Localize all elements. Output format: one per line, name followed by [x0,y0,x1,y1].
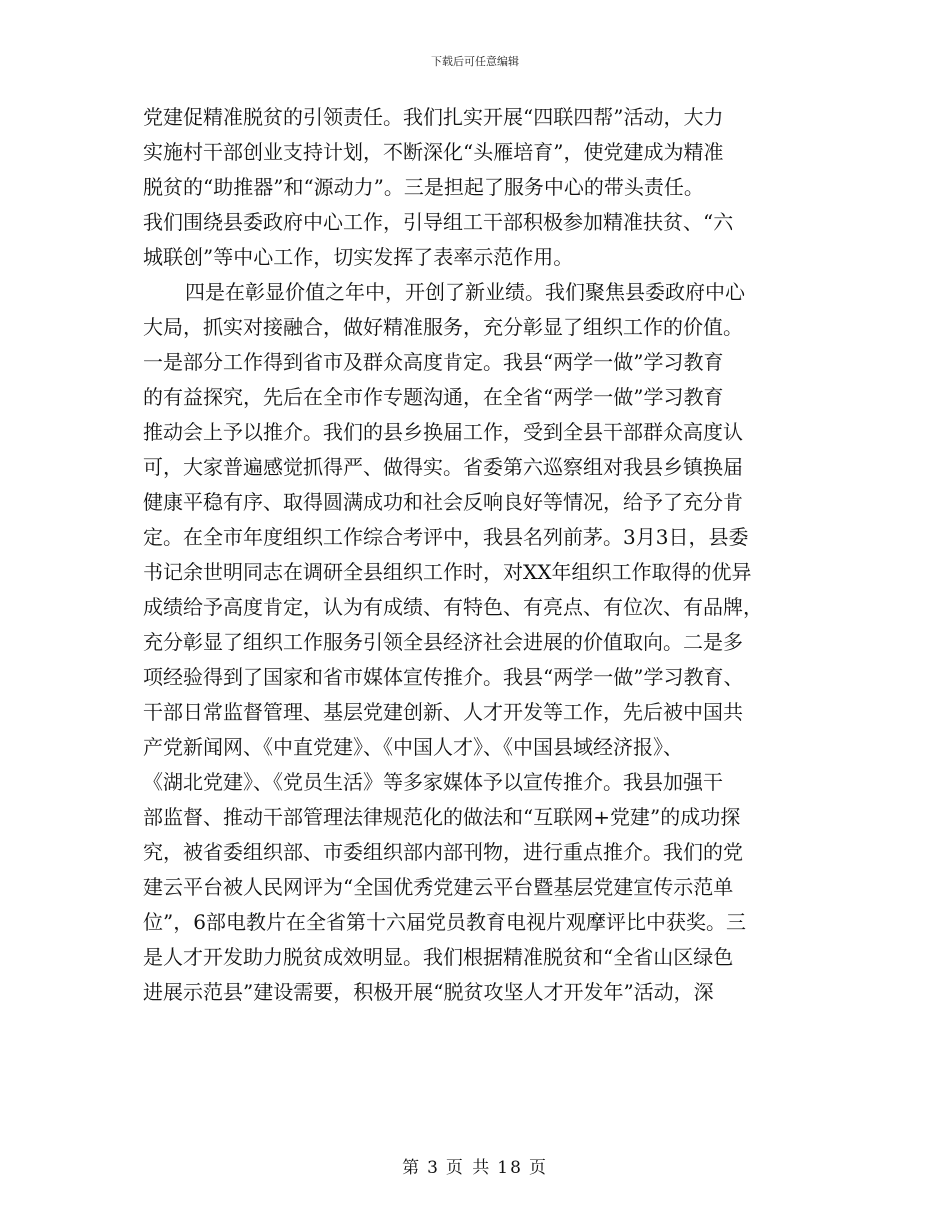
body-line: 一是部分工作得到省市及群众高度肯定。我县“两学一做”学习教育 [143,350,724,374]
body-line: 我们围绕县委政府中心工作，引导组工干部积极参加精准扶贫、“六 [143,210,734,234]
body-line: 健康平稳有序、取得圆满成功和社会反响良好等情况，给予了充分肯 [143,490,743,514]
body-line: 书记余世明同志在调研全县组织工作时，对XX年组织工作取得的优异 [143,560,752,584]
body-line: 城联创”等中心工作，切实发挥了表率示范作用。 [143,245,574,269]
footer-prefix: 第 [402,1158,422,1178]
body-line: 四是在彰显价值之年中，开创了新业绩。我们聚焦县委政府中心 [185,280,745,304]
body-line: 建云平台被人民网评为“全国优秀党建云平台暨基层党建宣传示范单 [143,875,734,899]
body-line: 脱贫的“助推器”和“源动力”。三是担起了服务中心的带头责任。 [143,175,704,199]
body-line: 大局，抓实对接融合，做好精准服务，充分彰显了组织工作的价值。 [143,315,743,339]
body-line: 是人才开发助力脱贫成效明显。我们根据精准脱贫和“全省山区绿色 [143,945,734,969]
footer-mid: 页 共 [445,1158,492,1178]
footer-page-number: 3 [427,1158,440,1178]
body-line: 的有益探究，先后在全市作专题沟通，在全省“两学一做”学习教育 [143,385,724,409]
body-line: 成绩给予高度肯定，认为有成绩、有特色、有亮点、有位次、有品牌， [143,595,763,619]
footer-total-pages: 18 [497,1158,523,1178]
body-line: 实施村干部创业支持计划，不断深化“头雁培育”，使党建成为精准 [143,140,724,164]
page-footer [0,1153,950,1178]
body-line: 推动会上予以推介。我们的县乡换届工作，受到全县干部群众高度认 [143,420,743,444]
body-line: 究，被省委组织部、市委组织部内部刊物，进行重点推介。我们的党 [143,840,743,864]
body-line: 《湖北党建》、《党员生活》等多家媒体予以宣传推介。我县加强干 [143,770,723,794]
body-line: 党建促精准脱贫的引领责任。我们扎实开展“四联四帮”活动，大力 [143,105,724,129]
body-line: 部监督、推动干部管理法律规范化的做法和“互联网+党建”的成功探 [143,805,741,829]
body-line: 充分彰显了组织工作服务引领全县经济社会进展的价值取向。二是多 [143,630,743,654]
body-line: 项经验得到了国家和省市媒体宣传推介。我县“两学一做”学习教育、 [143,665,744,689]
body-text [143,100,813,1010]
body-line: 定。在全市年度组织工作综合考评中，我县名列前茅。3月3日，县委 [143,525,749,549]
body-line: 可，大家普遍感觉抓得严、做得实。省委第六巡察组对我县乡镇换届 [143,455,743,479]
footer-suffix: 页 [528,1158,548,1178]
page-header: 下载后可任意编辑 [431,55,519,68]
body-line: 进展示范县”建设需要，积极开展“脱贫攻坚人才开发年”活动，深 [143,980,714,1004]
body-line: 产党新闻网、《中直党建》、《中国人才》、《中国县域经济报》、 [143,735,683,759]
body-line: 位”，6部电教片在全省第十六届党员教育电视片观摩评比中获奖。三 [143,910,746,934]
body-line: 干部日常监督管理、基层党建创新、人才开发等工作，先后被中国共 [143,700,743,724]
